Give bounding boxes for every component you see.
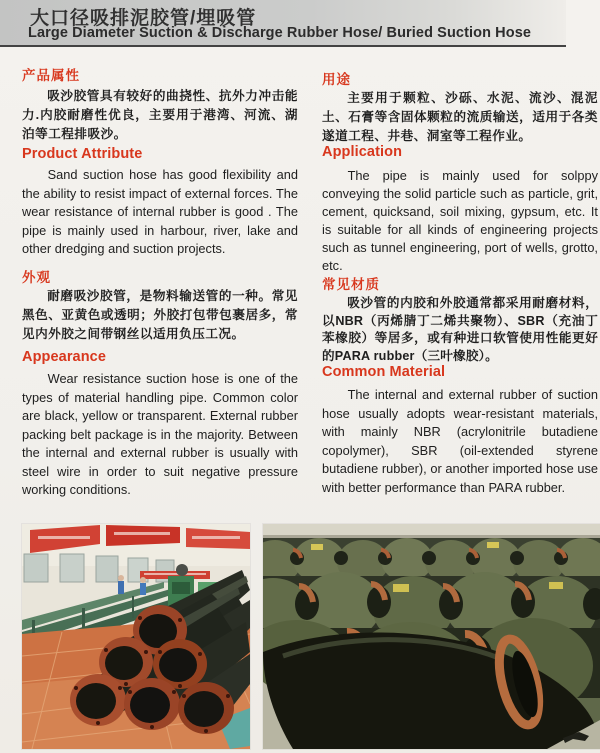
hose-storage-rows-photo <box>263 524 600 749</box>
heading-application-en: Application <box>322 144 403 160</box>
heading-product-attribute-zh: 产品属性 <box>22 68 80 83</box>
photo-row <box>22 524 600 749</box>
body-application-en: The pipe is mainly used for solppy conveying the solid particle such as particle, grit, cement, quicksand, soil mixing, gypsum, etc. It is suitable for all kinds of engineering projects such as tunnel engineering, port of wells, grotto, etc. <box>322 168 598 273</box>
heading-application-zh: 用途 <box>322 72 351 87</box>
heading-product-attribute-en: Product Attribute <box>22 146 143 162</box>
page-title-chinese: 大口径吸排泥胶管/埋吸管 <box>30 8 257 29</box>
heading-appearance-zh: 外观 <box>22 270 51 285</box>
back-wall <box>263 524 600 535</box>
body-product-attribute-zh: 吸沙胶管具有较好的曲挠性、抗外力冲击能力.内胶耐磨性优良，主要用于港湾、河流、湖泊等工程排吸沙。 <box>22 89 298 141</box>
heading-appearance-en: Appearance <box>22 349 107 365</box>
heading-common-material-zh: 常见材质 <box>322 277 380 292</box>
body-application-zh: 主要用于颗粒、沙砾、水泥、流沙、混泥土、石膏等含固体颗粒的流质输送，适用于各类遂道工程、井巷、洞室等工程作业。 <box>322 91 598 143</box>
body-common-material-zh: 吸沙管的内胶和外胶通常都采用耐磨材料，以NBR（丙烯腈丁二烯共聚物）、SBR（充油丁苯橡胶）等居多，或有种进口软管使用性能更好的PARA rubber（三叶橡胶）。 <box>322 296 598 363</box>
title-bar <box>0 0 566 47</box>
body-common-material-en: The internal and external rubber of suction hose usually adopts wear-resistant materials, with mainly NBR (acrylonitrile butadiene copolymer), SBR (oil-extended styrene butadiene rubber), or another imported hose use with better performance than PARA rubber. <box>322 387 598 495</box>
body-product-attribute-en: Sand suction hose has good flexibility and the ability to resist impact of external forces. The wear resistance of internal rubber is good . The pipe is mainly used in harbour, river, lake and other dredging and suction projects. <box>22 167 298 256</box>
body-appearance-en: Wear resistance suction hose is one of the types of material handling pipe. Common color are black, yellow or transparent. External rubber packing belt package is in the majority. Between the internal and external rubber is usually with steel wire in order to suit negative pressure working conditions. <box>22 371 298 497</box>
page-title-english: Large Diameter Suction & Discharge Rubber Hose/ Buried Suction Hose <box>28 25 532 41</box>
heading-common-material-en: Common Material <box>322 364 446 380</box>
factory-hose-stack-photo <box>22 524 250 749</box>
body-appearance-zh: 耐磨吸沙胶管，是物料输送管的一种。常见黑色、亚黄色或透明；外胶打包带包裹居多，常见内外胶之间带钢丝以适用负压工况。 <box>22 289 298 341</box>
